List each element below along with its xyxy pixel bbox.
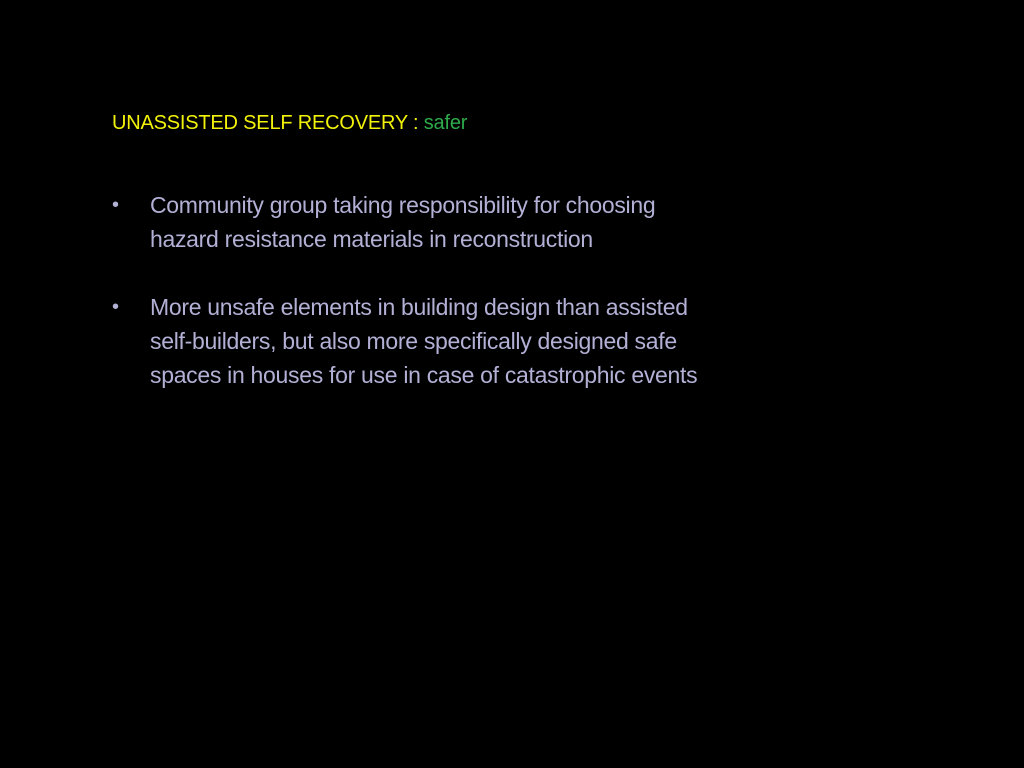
bullet-line: Community group taking responsibility for choosing (150, 192, 656, 218)
bullet-item (112, 290, 812, 392)
bullet-dot-icon: • (112, 296, 119, 318)
bullet-line: More unsafe elements in building design than assisted (150, 294, 688, 320)
bullet-line: hazard resistance materials in reconstruction (150, 226, 593, 252)
bullet-line: spaces in houses for use in case of catastrophic events (150, 362, 698, 388)
bullet-list (112, 188, 812, 392)
title-accent: safer (423, 112, 468, 134)
bullet-item (112, 188, 812, 256)
bullet-dot-icon: • (112, 194, 119, 216)
title-separator: : (407, 112, 424, 134)
slide-title (112, 111, 467, 135)
bullet-line: self-builders, but also more specifically designed safe (150, 328, 677, 354)
title-main: UNASSISTED SELF RECOVERY (112, 112, 408, 134)
